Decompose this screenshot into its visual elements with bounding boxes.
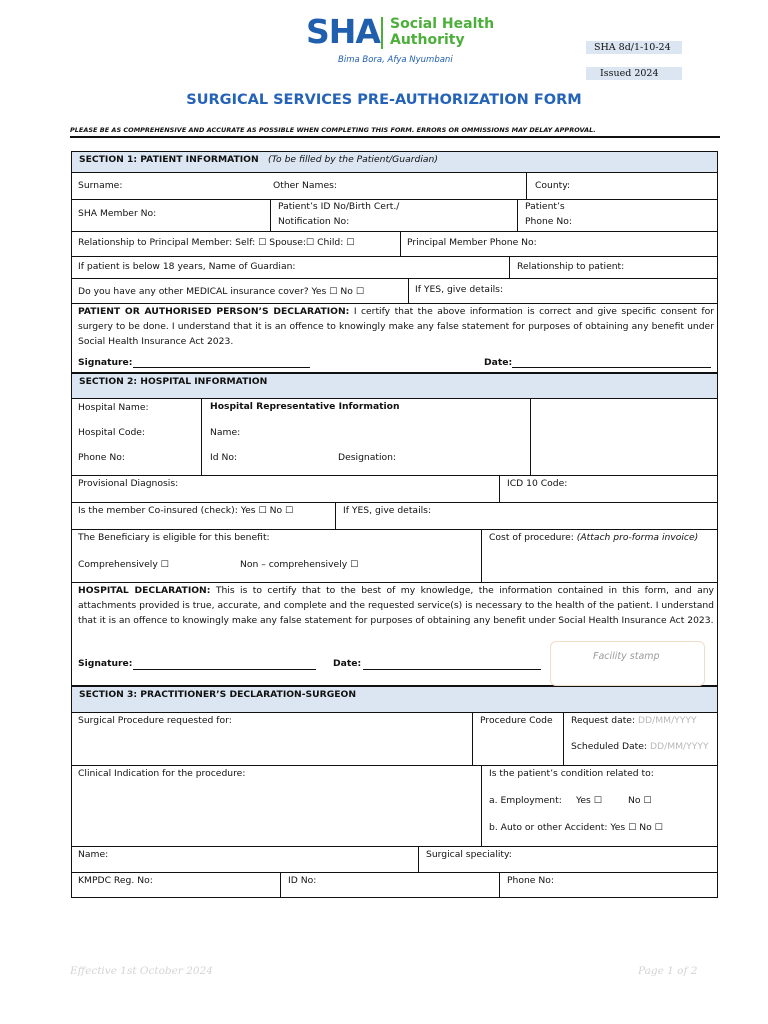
- instruction-text: PLEASE BE AS COMPREHENSIVE AND ACCURATE AS POSSIBLE WHEN COMPLETING THIS FORM. ERRORS OR OMMISSIONS MAY DELAY APPROVAL.: [70, 126, 596, 134]
- form-code-badge: SHA 8d/1-10-24: [586, 41, 682, 54]
- surgical-speciality-field[interactable]: Surgical speciality:: [426, 849, 512, 860]
- provisional-diagnosis-field[interactable]: Provisional Diagnosis:: [78, 478, 179, 489]
- instruction-rule: [70, 136, 720, 138]
- rep-info-title: Hospital Representative Information: [210, 401, 400, 412]
- facility-stamp-label: Facility stamp: [593, 651, 660, 662]
- cost-note: (Attach pro-forma invoice): [576, 532, 699, 543]
- non-comprehensive-checkbox[interactable]: Non – comprehensively ☐: [240, 559, 359, 570]
- other-names-field[interactable]: Other Names:: [273, 180, 337, 191]
- employment-no-checkbox[interactable]: No ☐: [628, 795, 652, 806]
- cost-label: Cost of procedure:: [489, 532, 574, 543]
- kmpdc-reg-field[interactable]: KMPDC Reg. No:: [78, 875, 153, 886]
- section3-title: SECTION 3: PRACTITIONER’S DECLARATION-SURGEON: [79, 689, 357, 700]
- section2-title: SECTION 2: HOSPITAL INFORMATION: [79, 376, 268, 387]
- patient-id-field[interactable]: Notification No:: [278, 216, 350, 227]
- scheduled-date-label: Scheduled Date:: [571, 741, 648, 752]
- logo-mark: SHA: [306, 12, 380, 51]
- other-cover-checkboxes[interactable]: Do you have any other MEDICAL insurance cover? Yes ☐ No ☐: [78, 286, 365, 297]
- rep-name-field[interactable]: Name:: [210, 427, 241, 438]
- patient-declaration: [78, 304, 714, 349]
- issued-badge: Issued 2024: [586, 67, 682, 80]
- scheduled-date-field[interactable]: [571, 741, 709, 752]
- surgeon-phone-field[interactable]: Phone No:: [507, 875, 554, 886]
- principal-phone-field[interactable]: Principal Member Phone No:: [407, 237, 537, 248]
- org-name-line2: Authority: [390, 32, 465, 48]
- procedure-code-field[interactable]: Procedure Code: [480, 715, 553, 726]
- form-title: SURGICAL SERVICES PRE-AUTHORIZATION FORM: [186, 92, 582, 108]
- request-date-field[interactable]: [571, 715, 697, 726]
- hospital-signature-label: Signature:: [78, 658, 133, 669]
- guardian-name-field[interactable]: If patient is below 18 years, Name of Guardian:: [78, 261, 296, 272]
- eligibility-label: The Beneficiary is eligible for this benefit:: [78, 532, 270, 543]
- coinsured-details-field[interactable]: If YES, give details:: [343, 505, 432, 516]
- logo-divider: [381, 17, 383, 49]
- patient-id-label1: Patient’s ID No/Birth Cert./: [278, 201, 400, 212]
- section2-header: [71, 373, 718, 399]
- hospital-declaration-text: This is to certify that to the best of my knowledge, the information contained in this form, and any attachments provided is true, accurate, and complete and the requested service(s) is necessary to the health of the patient. I understand that it is an offence to knowingly make any false statement for purposes of obtaining any benefit under Social Health Insurance Act 2023.: [78, 585, 714, 626]
- footer-effective: Effective 1st October 2024: [70, 965, 213, 977]
- rep-id-field[interactable]: Id No:: [210, 452, 238, 463]
- request-date-label: Request date:: [571, 715, 636, 726]
- footer-page-number: Page 1 of 2: [638, 965, 698, 977]
- icd10-code-field[interactable]: ICD 10 Code:: [507, 478, 568, 489]
- comprehensive-checkbox[interactable]: Comprehensively ☐: [78, 559, 169, 570]
- employment-yes-checkbox[interactable]: Yes ☐: [576, 795, 602, 806]
- section3-frame: [71, 712, 718, 898]
- hospital-declaration-title: HOSPITAL DECLARATION:: [78, 585, 211, 596]
- accident-checkboxes[interactable]: b. Auto or other Accident: Yes ☐ No ☐: [489, 822, 663, 833]
- guardian-relationship-field[interactable]: Relationship to patient:: [517, 261, 625, 272]
- section1-note: (To be filled by the Patient/Guardian): [268, 154, 438, 165]
- org-name-line1: Social Health: [390, 16, 495, 32]
- patient-signature-label: Signature:: [78, 357, 133, 368]
- condition-related-label: Is the patient’s condition related to:: [489, 768, 654, 779]
- surgical-procedure-field[interactable]: Surgical Procedure requested for:: [78, 715, 232, 726]
- coinsured-checkboxes[interactable]: Is the member Co-insured (check): Yes ☐ No ☐: [78, 505, 294, 516]
- employment-label: a. Employment:: [489, 795, 562, 806]
- hospital-phone-field[interactable]: Phone No:: [78, 452, 125, 463]
- scheduled-date-placeholder: DD/MM/YYYY: [649, 741, 709, 752]
- facility-stamp-box[interactable]: [550, 641, 705, 686]
- rep-designation-field[interactable]: Designation:: [338, 452, 397, 463]
- patient-phone-field[interactable]: Phone No:: [525, 216, 572, 227]
- section1-title: SECTION 1: PATIENT INFORMATION: [79, 154, 259, 165]
- hospital-code-field[interactable]: Hospital Code:: [78, 427, 146, 438]
- surgeon-id-field[interactable]: ID No:: [288, 875, 317, 886]
- hospital-date-line[interactable]: [363, 669, 541, 670]
- hospital-name-field[interactable]: Hospital Name:: [78, 402, 149, 413]
- request-date-placeholder: DD/MM/YYYY: [637, 715, 697, 726]
- other-cover-details-field[interactable]: If YES, give details:: [415, 284, 504, 295]
- member-no-field[interactable]: SHA Member No:: [78, 208, 157, 219]
- hospital-signature-line[interactable]: [133, 669, 316, 670]
- patient-phone-label1: Patient’s: [525, 201, 565, 212]
- patient-date-label: Date:: [484, 357, 513, 368]
- patient-declaration-text: I certify that the above information is correct and give specific consent for surgery to be done. I understand that it is an offence to knowingly make any false statement for purposes of obtaining any benefit under Social Health Insurance Act 2023.: [78, 306, 715, 347]
- county-field[interactable]: County:: [535, 180, 571, 191]
- section1-header: [71, 151, 718, 173]
- tagline: Bima Bora, Afya Nyumbani: [338, 55, 453, 65]
- relationship-checkboxes[interactable]: Relationship to Principal Member: Self: ☐ Spouse:☐ Child: ☐: [78, 237, 355, 248]
- surname-field[interactable]: Surname:: [78, 180, 123, 191]
- clinical-indication-field[interactable]: Clinical Indication for the procedure:: [78, 768, 246, 779]
- patient-signature-line[interactable]: [133, 367, 310, 368]
- patient-declaration-title: PATIENT OR AUTHORISED PERSON’S DECLARATION:: [78, 306, 350, 317]
- section3-header: [71, 686, 718, 713]
- hospital-date-label: Date:: [333, 658, 362, 669]
- surgeon-name-field[interactable]: Name:: [78, 849, 109, 860]
- cost-of-procedure-field[interactable]: [489, 532, 698, 543]
- patient-date-line[interactable]: [512, 367, 711, 368]
- hospital-declaration: [78, 583, 714, 628]
- sha-logo: [306, 12, 496, 68]
